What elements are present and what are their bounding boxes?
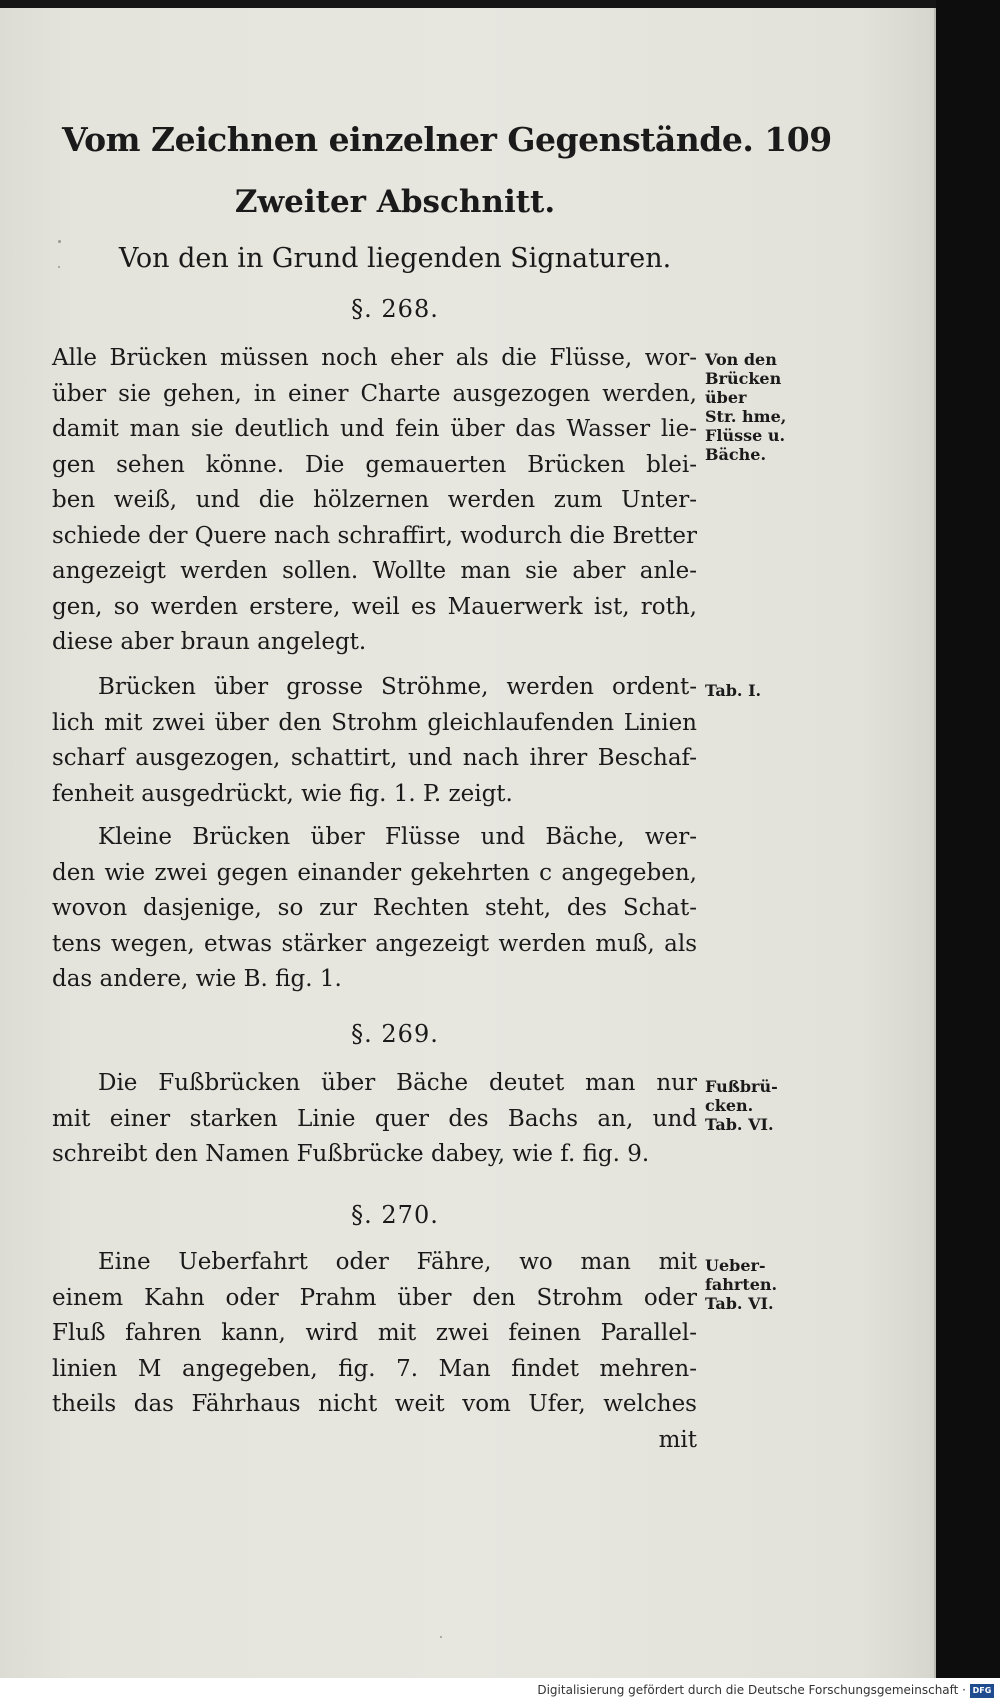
text-line: Kleine Brücken über Flüsse und Bäche, wer- <box>98 824 697 850</box>
text-line: angezeigt werden sollen. Wollte man sie aber anle- <box>52 558 697 584</box>
paragraph-alle-bruecken <box>52 341 697 661</box>
text-line: Fluß fahren kann, wird mit zwei feinen Parallel- <box>52 1320 697 1346</box>
margin-note-line: Brücken <box>705 369 782 388</box>
digitization-credit: Digitalisierung gefördert durch die Deutsche Forschungsgemeinschaft · <box>537 1683 966 1697</box>
text-line: Die Fußbrücken über Bäche deutet man nur <box>98 1070 697 1096</box>
margin-note-line: Tab. VI. <box>705 1115 774 1134</box>
paragraph-ueberfahrt <box>52 1245 697 1458</box>
catchword: mit <box>658 1426 697 1453</box>
text-line: damit man sie deutlich und fein über das Wasser lie- <box>52 416 697 442</box>
margin-note-line: über <box>705 388 747 407</box>
text-line: fenheit ausgedrückt, wie fig. 1. P. zeigt. <box>52 780 513 807</box>
paragraph-kleine-bruecken <box>52 820 697 998</box>
margin-note-line: Tab. VI. <box>705 1294 774 1313</box>
text-line: Brücken über grosse Ströhme, werden ordent- <box>98 674 697 700</box>
text-line: den wie zwei gegen einander gekehrten c angegeben, <box>52 859 697 886</box>
section-sign-269: §. 269. <box>351 1020 439 1048</box>
paper-speck <box>58 240 61 243</box>
dfg-logo: DFG <box>970 1684 994 1698</box>
section-sign-268: §. 268. <box>351 295 439 323</box>
margin-note-bruecken <box>705 350 805 464</box>
text-line: schiede der Quere nach schraffirt, wodurch die Bretter <box>52 522 697 549</box>
margin-note-line: Von den <box>705 350 777 369</box>
margin-note-tab-i <box>705 681 805 700</box>
chapter-title: Zweiter Abschnitt. <box>234 184 556 220</box>
text-line: das andere, wie B. fig. 1. <box>52 966 342 992</box>
text-line: diese aber braun angelegt. <box>52 629 367 655</box>
book-page <box>0 8 936 1678</box>
scan-edge <box>936 0 1000 1680</box>
text-line: theils das Fährhaus nicht weit vom Ufer, welches <box>52 1391 697 1417</box>
margin-note-ueberfahrten <box>705 1256 805 1313</box>
chapter-subtitle: Von den in Grund liegenden Signaturen. <box>118 243 672 274</box>
margin-note-fussbruecken <box>705 1077 805 1134</box>
text-line: linien M angegeben, fig. 7. Man findet mehren- <box>52 1355 697 1382</box>
text-line: gen sehen könne. Die gemauerten Brücken blei- <box>52 451 697 478</box>
text-line: wovon dasjenige, so zur Rechten steht, des Schat- <box>52 895 697 921</box>
text-line: über sie gehen, in einer Charte ausgezogen werden, <box>52 380 697 407</box>
text-line: scharf ausgezogen, schattirt, und nach ihrer Beschaf- <box>52 745 697 771</box>
margin-note-line: Flüsse u. <box>705 426 786 445</box>
text-line: einem Kahn oder Prahm über den Strohm oder <box>52 1284 697 1311</box>
margin-note-line: Ueber- <box>705 1256 766 1275</box>
paper-speck <box>440 1636 442 1638</box>
margin-note-line: Tab. I. <box>705 681 762 700</box>
margin-note-line: Str. hme, <box>705 407 787 426</box>
section-sign-270: §. 270. <box>351 1201 439 1229</box>
text-line: gen, so werden erstere, weil es Mauerwerk ist, roth, <box>52 593 697 620</box>
paper-speck <box>58 266 60 268</box>
text-line: ben weiß, und die hölzernen werden zum Unter- <box>52 487 697 513</box>
text-line: mit einer starken Linie quer des Bachs an, und <box>52 1105 697 1132</box>
margin-note-line: fahrten. <box>705 1275 778 1294</box>
text-line: lich mit zwei über den Strohm gleichlaufenden Linien <box>52 709 697 736</box>
text-line: tens wegen, etwas stärker angezeigt werden muß, als <box>52 930 697 957</box>
paragraph-grosse-stroehme <box>52 670 697 812</box>
text-line: Alle Brücken müssen noch eher als die Flüsse, wor- <box>52 345 697 371</box>
margin-note-line: Fußbrü- <box>705 1077 778 1096</box>
text-line: schreibt den Namen Fußbrücke dabey, wie f. fig. 9. <box>52 1141 650 1167</box>
margin-note-line: Bäche. <box>705 445 767 464</box>
running-head: Vom Zeichnen einzelner Gegenstände. 109 <box>62 120 832 159</box>
paragraph-fussbruecken <box>52 1066 697 1173</box>
margin-note-line: cken. <box>705 1096 754 1115</box>
text-line: Eine Ueberfahrt oder Fähre, wo man mit <box>98 1249 697 1275</box>
